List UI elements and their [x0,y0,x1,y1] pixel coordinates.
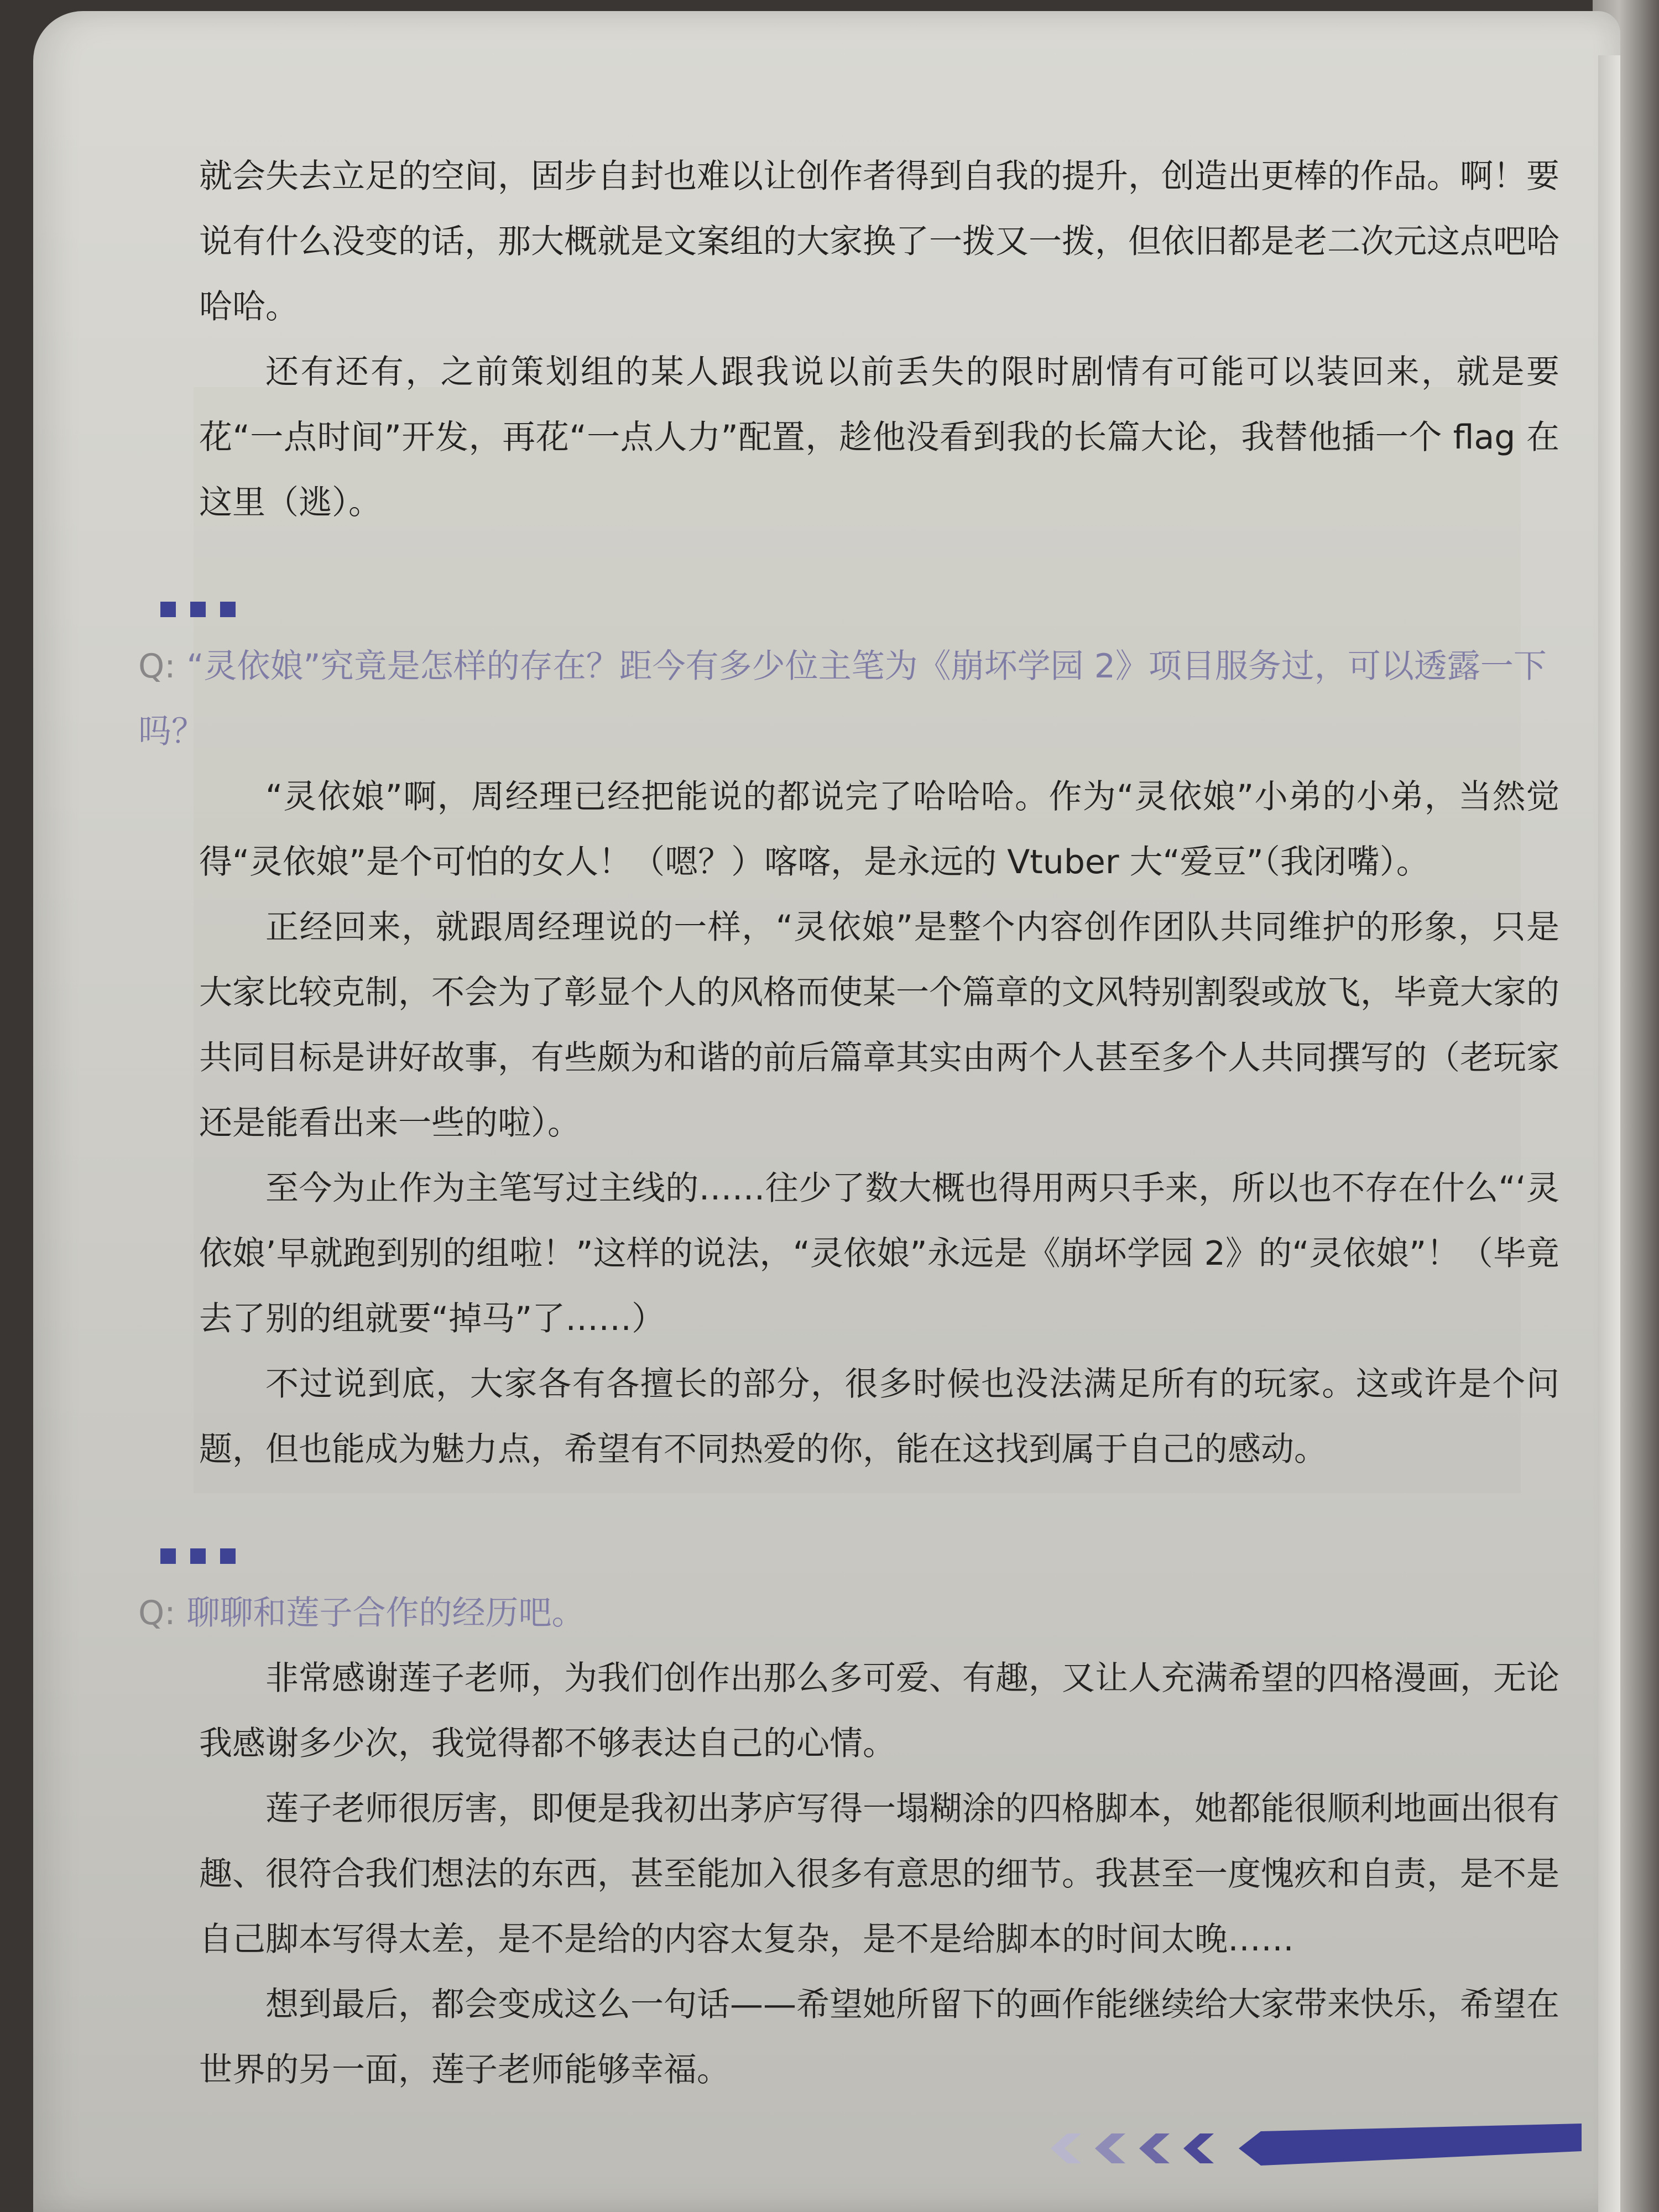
section-marker-1 [160,602,1559,617]
footer-bar [1239,2124,1582,2166]
marker-square [190,602,206,617]
intro-paragraph-2: 还有还有，之前策划组的某人跟我说以前丢失的限时剧情有可能可以装回来，就是要花“一点时间”开发，再花“一点人力”配置，趁他没看到我的长篇大论，我替他插一个 flag 在这里（逃）。 [199,353,1559,522]
chevron-left-icon [1183,2133,1214,2163]
chevron-left-icon [1051,2133,1081,2163]
page-edge [1598,55,1620,2212]
marker-square [160,602,176,617]
answer-2-paragraph-2: 莲子老师很厉害，即便是我初出茅庐写得一塌糊涂的四格脚本，她都能很顺利地画出很有趣、很符合我们想法的东西，甚至能加入很多有意思的细节。我甚至一度愧疚和自责，是不是自己脚本写得太差，是不是给的内容太复杂，是不是给脚本的时间太晚…… [199,1790,1559,1959]
page-content [138,144,1559,2103]
question-label: Q: [138,647,176,686]
answer-1 [199,764,1559,1482]
answer-1-paragraph-3: 至今为止作为主笔写过主线的……往少了数大概也得用两只手来，所以也不存在什么“‘灵依娘’早就跑到别的组啦！”这样的说法，“灵依娘”永远是《崩坏学园 2》的“灵依娘”！（毕竟去了别的组就要“掉马”了……） [199,1169,1559,1338]
section-marker-2 [160,1548,1559,1564]
answer-1-paragraph-1: “灵依娘”啊，周经理已经把能说的都说完了哈哈哈。作为“灵依娘”小弟的小弟，当然觉得“灵依娘”是个可怕的女人！（嗯？）喀喀，是永远的 Vtuber 大“爱豆”（我闭嘴）。 [199,778,1559,881]
marker-square [220,602,236,617]
chevron-left-icon [1139,2133,1170,2163]
question-2 [138,1580,1559,1646]
question-text: “灵依娘”究竟是怎样的存在？距今有多少位主笔为《崩坏学园 2》项目服务过，可以透露一下吗？ [138,647,1547,751]
marker-square [160,1548,176,1564]
answer-1-paragraph-4: 不过说到底，大家各有各擅长的部分，很多时候也没法满足所有的玩家。这或许是个问题，但也能成为魅力点，希望有不同热爱的你，能在这找到属于自己的感动。 [199,1365,1559,1469]
book-page [33,11,1620,2212]
chevron-left-icon [1095,2133,1125,2163]
answer-2-paragraph-1: 非常感谢莲子老师，为我们创作出那么多可爱、有趣，又让人充满希望的四格漫画，无论我感谢多少次，我觉得都不够表达自己的心情。 [199,1659,1559,1763]
question-text: 聊聊和莲子合作的经历吧。 [186,1594,585,1632]
question-label: Q: [138,1594,176,1632]
answer-2-paragraph-3: 想到最后，都会变成这么一句话——希望她所留下的画作能继续给大家带来快乐，希望在世界的另一面，莲子老师能够幸福。 [199,1985,1559,2089]
question-1 [138,634,1559,764]
answer-1-paragraph-2: 正经回来，就跟周经理说的一样，“灵依娘”是整个内容创作团队共同维护的形象，只是大家比较克制，不会为了彰显个人的风格而使某一个篇章的文风特别割裂或放飞，毕竟大家的共同目标是讲好故事，有些颇为和谐的前后篇章其实由两个人甚至多个人共同撰写的（老玩家还是能看出来一些的啦）。 [199,908,1559,1142]
footer-chevron-decoration [1029,2124,1582,2173]
marker-square [220,1548,236,1564]
marker-square [190,1548,206,1564]
intro-paragraph-1: 就会失去立足的空间，固步自封也难以让创作者得到自我的提升，创造出更棒的作品。啊！要说有什么没变的话，那大概就是文案组的大家换了一拨又一拨，但依旧都是老二次元这点吧哈哈哈。 [199,157,1559,326]
intro-block [199,144,1559,535]
answer-2 [199,1646,1559,2103]
